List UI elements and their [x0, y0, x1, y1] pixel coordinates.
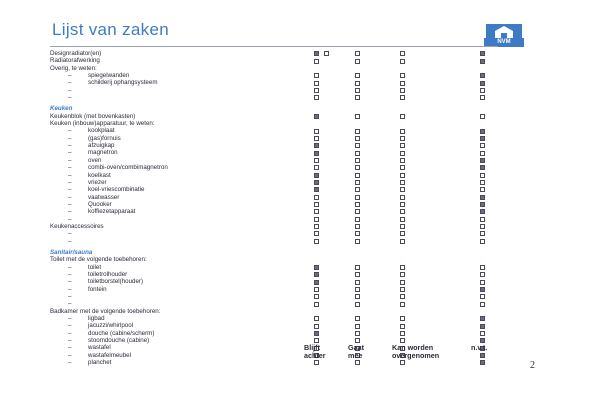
list-dash: – [68, 79, 72, 87]
list-dash: – [68, 186, 72, 194]
column-header-blijft-achter: Blijft achter [304, 343, 326, 360]
checklist-row [50, 216, 500, 223]
item-label: ligbad [88, 315, 105, 323]
checkbox-blijft-achter[interactable] [314, 180, 319, 185]
checkbox-blijft-achter[interactable] [314, 151, 319, 156]
checkbox-blijft-achter[interactable] [314, 129, 319, 134]
item-label: Badkamer met de volgende toebehoren: [50, 307, 161, 315]
checkbox-gaat-mee[interactable] [355, 173, 360, 178]
list-dash: – [68, 270, 72, 278]
column-header-nvt: n.v.t. [471, 343, 488, 352]
item-label: schilderij ophangsysteem [88, 79, 158, 87]
checklist-row [50, 157, 500, 164]
list-dash: – [68, 315, 72, 323]
item-label: Quooker [88, 200, 112, 208]
checklist-row [50, 330, 500, 337]
checkbox-blijft-achter[interactable] [314, 158, 319, 163]
checkbox-kan-worden-overgenomen[interactable] [400, 265, 405, 270]
item-label: Keuken (inbouw)apparatuur, te weten: [50, 120, 155, 128]
checkbox-gaat-mee[interactable] [355, 272, 360, 277]
checkbox-blijft-achter[interactable] [314, 217, 319, 222]
checkbox-kan-worden-overgenomen[interactable] [400, 331, 405, 336]
list-dash: – [68, 359, 72, 367]
item-label: spiegelwanden [88, 72, 130, 80]
list-dash: – [68, 230, 72, 238]
checkbox-blijft-achter[interactable] [314, 265, 319, 270]
checkbox-gaat-mee[interactable] [355, 187, 360, 192]
checkbox-gaat-mee[interactable] [355, 143, 360, 148]
checklist-row [50, 308, 500, 315]
checkbox-blijft-achter[interactable] [314, 239, 319, 244]
list-dash: – [68, 322, 72, 330]
checkbox-gaat-mee[interactable] [355, 81, 360, 86]
checkbox-blijft-achter[interactable] [314, 195, 319, 200]
item-label: douche (cabine/scherm) [88, 329, 155, 337]
list-dash: – [68, 293, 72, 300]
checklist [50, 50, 500, 366]
checklist-row [50, 293, 500, 300]
checkbox-gaat-mee[interactable] [355, 114, 360, 119]
checkbox-kan-worden-overgenomen[interactable] [400, 294, 405, 299]
checklist-row [50, 238, 500, 245]
list-dash: – [68, 278, 72, 286]
checkbox-nvt[interactable] [480, 239, 485, 244]
checkbox-nvt[interactable] [480, 180, 485, 185]
section-header [50, 105, 500, 112]
item-label: combi-oven/combimagnetron [88, 164, 168, 172]
checkbox-nvt[interactable] [480, 272, 485, 277]
item-label: Keukenblok (met bovenkasten) [50, 112, 136, 120]
checkbox-kan-worden-overgenomen[interactable] [400, 136, 405, 141]
list-dash: – [68, 72, 72, 80]
checkbox-blijft-achter[interactable] [314, 95, 319, 100]
checklist-row [50, 223, 500, 230]
checkbox-nvt[interactable] [480, 202, 485, 207]
checkbox-blijft-achter[interactable] [314, 173, 319, 178]
checkbox-gaat-mee[interactable] [355, 129, 360, 134]
checkbox-kan-worden-overgenomen[interactable] [400, 173, 405, 178]
checkbox-blijft-achter[interactable] [314, 51, 319, 56]
list-dash: – [68, 337, 72, 345]
list-dash: – [68, 300, 72, 308]
checkbox-nvt[interactable] [480, 143, 485, 148]
item-label: jacuzzi/whirlpool [88, 322, 134, 330]
checkbox-nvt[interactable] [480, 114, 485, 119]
checkbox-blijft-achter[interactable] [314, 272, 319, 277]
checkbox-blijft-achter[interactable] [314, 73, 319, 78]
checkbox-kan-worden-overgenomen[interactable] [400, 158, 405, 163]
column-header-gaat-mee: Gaat mee [348, 343, 364, 360]
checkbox-gaat-mee[interactable] [355, 202, 360, 207]
checkbox-blijft-achter[interactable] [314, 187, 319, 192]
list-dash: – [68, 263, 72, 271]
checkbox-gaat-mee[interactable] [355, 180, 360, 185]
item-label: toiletborstel(houder) [88, 278, 144, 286]
checkbox-gaat-mee[interactable] [355, 239, 360, 244]
checklist-row [50, 300, 500, 307]
item-label: stoomdouche (cabine) [88, 337, 150, 345]
item-label: Overig, te weten: [50, 64, 97, 72]
checkbox-nvt[interactable] [480, 88, 485, 93]
checkbox-kan-worden-overgenomen[interactable] [400, 180, 405, 185]
checkbox-blijft-achter[interactable] [314, 324, 319, 329]
list-dash: – [68, 193, 72, 201]
checklist-row [50, 194, 500, 201]
checkbox-blijft-achter[interactable] [314, 287, 319, 292]
checkbox-kan-worden-overgenomen[interactable] [400, 287, 405, 292]
checkbox-kan-worden-overgenomen[interactable] [400, 187, 405, 192]
item-label: wastafel [88, 344, 111, 352]
checkbox-blijft-achter[interactable] [314, 81, 319, 86]
checkbox-kan-worden-overgenomen[interactable] [400, 59, 405, 64]
checklist-row [50, 201, 500, 208]
checkbox-kan-worden-overgenomen[interactable] [400, 151, 405, 156]
checklist-row [50, 113, 500, 120]
checklist-row [50, 256, 500, 263]
checklist-row [50, 186, 500, 193]
checkbox-blijft-achter[interactable] [314, 231, 319, 236]
item-label: Toilet met de volgende toebehoren: [50, 256, 147, 264]
checkbox-kan-worden-overgenomen[interactable] [400, 88, 405, 93]
checkbox-nvt[interactable] [480, 209, 485, 214]
checkbox-kan-worden-overgenomen[interactable] [400, 224, 405, 229]
checkbox-gaat-mee[interactable] [355, 280, 360, 285]
item-label: toilet [88, 263, 102, 271]
section-title: Sanitair/sauna [50, 248, 93, 256]
checkbox-blijft-achter[interactable] [314, 59, 319, 64]
checkbox-kan-worden-overgenomen[interactable] [400, 73, 405, 78]
checkbox-nvt[interactable] [480, 280, 485, 285]
checkbox-kan-worden-overgenomen[interactable] [400, 324, 405, 329]
logo-text: NVM [484, 38, 524, 47]
item-label: planchet [88, 359, 112, 367]
list-dash: – [68, 94, 72, 102]
item-label: toiletrolhouder [88, 270, 128, 278]
checkbox-gaat-mee[interactable] [355, 316, 360, 321]
checkbox-kan-worden-overgenomen[interactable] [400, 195, 405, 200]
item-label: (gas)fornuis [88, 134, 121, 142]
checkbox-nvt[interactable] [480, 294, 485, 299]
item-label: koffiezetapparaat [88, 208, 136, 216]
checkbox-gaat-mee[interactable] [355, 51, 360, 56]
checklist-row [50, 179, 500, 186]
checkbox-kan-worden-overgenomen[interactable] [400, 231, 405, 236]
checklist-row [50, 120, 500, 127]
checklist-row [50, 65, 500, 72]
checkbox-blijft-achter[interactable] [314, 302, 319, 307]
checklist-row [50, 79, 500, 86]
checkbox-gaat-mee[interactable] [355, 217, 360, 222]
checkbox-gaat-mee[interactable] [355, 294, 360, 299]
item-label: vaatwasser [88, 193, 120, 201]
checklist-row [50, 322, 500, 329]
item-label: vriezer [88, 178, 107, 186]
section-title: Keuken [50, 105, 73, 113]
item-label: fontein [88, 285, 107, 293]
checkbox-kan-worden-overgenomen[interactable] [400, 95, 405, 100]
checklist-row [50, 264, 500, 271]
checkbox-nvt[interactable] [480, 302, 485, 307]
list-dash: – [68, 285, 72, 293]
column-header-kan-worden-overgenomen: Kan worden overgenomen [392, 343, 440, 360]
checkbox-nvt[interactable] [480, 331, 485, 336]
checkbox-blijft-achter[interactable] [314, 143, 319, 148]
checkbox-nvt[interactable] [480, 59, 485, 64]
checklist-row [50, 57, 500, 64]
list-dash: – [68, 344, 72, 352]
checkbox-kan-worden-overgenomen[interactable] [400, 239, 405, 244]
checkbox-nvt[interactable] [480, 151, 485, 156]
checkbox-kan-worden-overgenomen[interactable] [400, 280, 405, 285]
checkbox-nvt[interactable] [480, 231, 485, 236]
page-title: Lijst van zaken [52, 20, 169, 39]
checkbox-blijft-achter[interactable] [314, 88, 319, 93]
checkbox-gaat-mee[interactable] [355, 73, 360, 78]
checklist-row [50, 164, 500, 171]
checkbox-gaat-mee[interactable] [355, 59, 360, 64]
checkbox-gaat-mee[interactable] [355, 287, 360, 292]
list-dash: – [68, 149, 72, 157]
checkbox-kan-worden-overgenomen[interactable] [400, 143, 405, 148]
checkbox-gaat-mee[interactable] [355, 302, 360, 307]
item-label: Keukenaccessoires [50, 222, 104, 230]
checkbox-kan-worden-overgenomen[interactable] [400, 129, 405, 134]
item-label: afzuigkap [88, 142, 115, 150]
checkbox-nvt[interactable] [480, 95, 485, 100]
checkbox-nvt[interactable] [480, 158, 485, 163]
checklist-row [50, 50, 500, 57]
checkbox-nvt[interactable] [480, 129, 485, 134]
checkbox-gaat-mee[interactable] [355, 195, 360, 200]
checkbox-kan-worden-overgenomen[interactable] [400, 302, 405, 307]
checkbox-gaat-mee[interactable] [355, 136, 360, 141]
list-dash: – [68, 134, 72, 142]
checklist-row [50, 172, 500, 179]
list-dash: – [68, 127, 72, 135]
list-dash: – [68, 164, 72, 172]
checkbox-gaat-mee[interactable] [355, 88, 360, 93]
checkbox-gaat-mee[interactable] [355, 331, 360, 336]
checklist-row [50, 271, 500, 278]
checkbox-kan-worden-overgenomen[interactable] [400, 51, 405, 56]
checkbox-nvt[interactable] [480, 165, 485, 170]
checkbox-gaat-mee[interactable] [355, 224, 360, 229]
checklist-row [50, 230, 500, 237]
list-dash: – [68, 208, 72, 216]
checkbox-blijft-achter[interactable] [314, 202, 319, 207]
checkbox-nvt[interactable] [480, 73, 485, 78]
item-label: koel-vriescombinatie [88, 186, 145, 194]
checkbox-blijft-achter[interactable] [314, 165, 319, 170]
item-label: Radiatorafwerking [50, 57, 100, 65]
checkbox-nvt[interactable] [480, 217, 485, 222]
checkbox-gaat-mee[interactable] [355, 209, 360, 214]
checkbox-nvt[interactable] [480, 195, 485, 200]
list-dash: – [68, 200, 72, 208]
item-label: kookplaat [88, 127, 115, 135]
checkbox-blijft-achter[interactable] [314, 114, 319, 119]
item-label: Designradiator(en) [50, 50, 102, 57]
section-header [50, 249, 500, 256]
list-dash: – [68, 156, 72, 164]
checkbox-gaat-mee[interactable] [355, 158, 360, 163]
list-dash: – [68, 86, 72, 94]
checkbox-blijft-achter[interactable] [314, 294, 319, 299]
checklist-row [50, 315, 500, 322]
page-number: 2 [530, 360, 535, 371]
list-dash: – [68, 142, 72, 150]
checkbox-blijft-achter[interactable] [314, 224, 319, 229]
checkbox-kan-worden-overgenomen[interactable] [400, 165, 405, 170]
title-divider [50, 46, 498, 47]
checkbox-nvt[interactable] [480, 224, 485, 229]
item-label: oven [88, 156, 102, 164]
list-dash: – [68, 237, 72, 245]
checkbox-nvt[interactable] [480, 324, 485, 329]
column-headers [50, 343, 500, 367]
checklist-row [50, 87, 500, 94]
checkbox-nvt[interactable] [480, 51, 485, 56]
checkbox-kan-worden-overgenomen[interactable] [400, 202, 405, 207]
checklist-row [50, 142, 500, 149]
checklist-row [50, 94, 500, 101]
checklist-row [50, 72, 500, 79]
item-label: koelkast [88, 171, 111, 179]
checkbox-gaat-mee[interactable] [355, 151, 360, 156]
checkbox-kan-worden-overgenomen[interactable] [400, 81, 405, 86]
checkbox-kan-worden-overgenomen[interactable] [400, 272, 405, 277]
list-dash: – [68, 329, 72, 337]
checkbox-nvt[interactable] [480, 187, 485, 192]
item-label: magnetron [88, 149, 118, 157]
checkbox-gaat-mee[interactable] [355, 265, 360, 270]
checkbox-blijft-achter-extra[interactable] [324, 51, 329, 56]
list-dash: – [68, 171, 72, 179]
checkbox-kan-worden-overgenomen[interactable] [400, 217, 405, 222]
checkbox-nvt[interactable] [480, 265, 485, 270]
checkbox-gaat-mee[interactable] [355, 165, 360, 170]
checklist-row [50, 135, 500, 142]
list-dash: – [68, 215, 72, 223]
checkbox-nvt[interactable] [480, 173, 485, 178]
checkbox-nvt[interactable] [480, 136, 485, 141]
checkbox-blijft-achter[interactable] [314, 209, 319, 214]
checkbox-gaat-mee[interactable] [355, 324, 360, 329]
checklist-row [50, 208, 500, 215]
checkbox-gaat-mee[interactable] [355, 231, 360, 236]
checkbox-nvt[interactable] [480, 81, 485, 86]
checkbox-nvt[interactable] [480, 287, 485, 292]
checkbox-kan-worden-overgenomen[interactable] [400, 114, 405, 119]
checklist-row [50, 286, 500, 293]
checkbox-gaat-mee[interactable] [355, 95, 360, 100]
checkbox-nvt[interactable] [480, 316, 485, 321]
checklist-row [50, 127, 500, 134]
checklist-row [50, 278, 500, 285]
item-label: wastafelmeubel [88, 351, 131, 359]
checkbox-blijft-achter[interactable] [314, 316, 319, 321]
list-dash: – [68, 178, 72, 186]
checkbox-blijft-achter[interactable] [314, 280, 319, 285]
checkbox-kan-worden-overgenomen[interactable] [400, 209, 405, 214]
checkbox-kan-worden-overgenomen[interactable] [400, 316, 405, 321]
checkbox-blijft-achter[interactable] [314, 331, 319, 336]
checkbox-blijft-achter[interactable] [314, 136, 319, 141]
list-dash: – [68, 351, 72, 359]
checklist-row [50, 149, 500, 156]
